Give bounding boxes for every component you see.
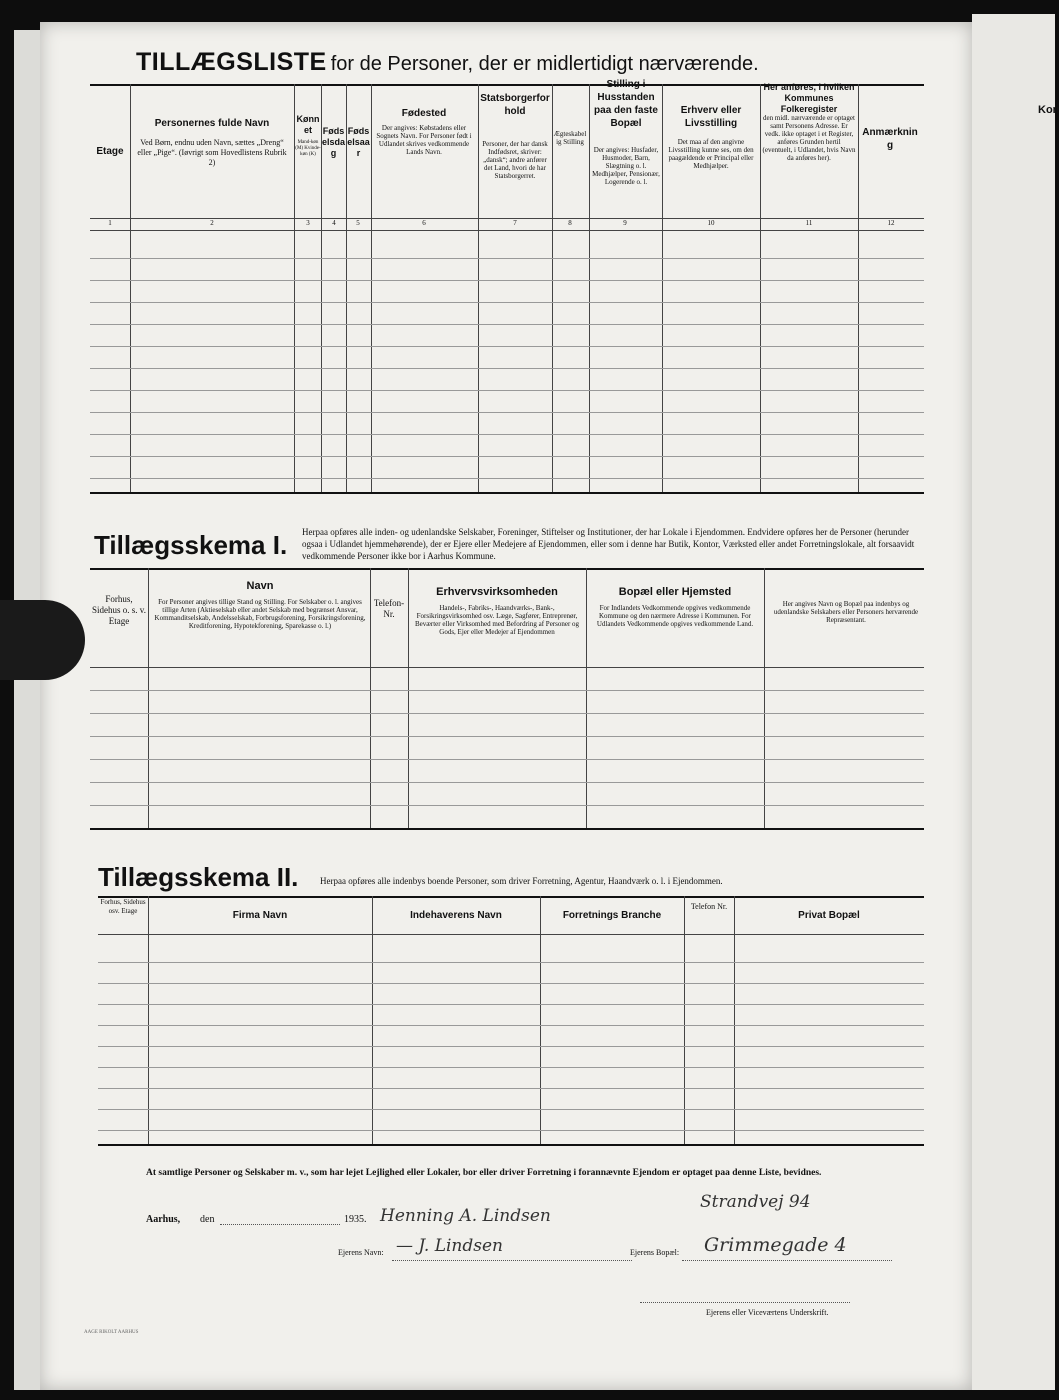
s1-col-name-note: For Personer angives tillige Stand og Stilling. For Selskaber o. l. angives tillige Arten (Aktieselskab eller andet Selskab med begrænset Ansvar, Kommanditselskab, Andelsselskab, Forbrugsforening, Forsikringsforening, Kreditforening, Hypotekforening, Sparekasse o. l.) bbox=[154, 598, 366, 630]
supplement-list-title bbox=[136, 48, 936, 77]
handwritten-address-1: Strandvej 94 bbox=[700, 1192, 811, 1212]
entry-row-line bbox=[98, 1109, 924, 1110]
column-divider bbox=[764, 568, 765, 828]
attestation-statement: At samtlige Personer og Selskaber m. v., som har lejet Lejlighed eller Lokaler, bor eller driver Forretning i forannævnte Ejendom er optaget paa denne Liste, bevidnes. bbox=[146, 1168, 822, 1178]
schema2-description: Herpaa opføres alle indenbys boende Personer, som driver Forretning, Agentur, Haandværk o. l. i Ejendommen. bbox=[320, 876, 723, 886]
entry-row-line bbox=[98, 1004, 924, 1005]
column-divider bbox=[148, 896, 149, 1144]
col-citizenship-head: Statsborgerforhold bbox=[480, 93, 550, 117]
col-citizenship-note: Personer, der har dansk Indfødsret, skriver: „dansk“; andre anfører det Land, hvori de har Statsborgerret. bbox=[482, 140, 548, 180]
facing-page-fragment: Kon bbox=[1038, 104, 1059, 116]
entry-row-line bbox=[90, 324, 924, 325]
column-divider bbox=[662, 84, 663, 492]
column-number: 2 bbox=[210, 219, 214, 227]
entry-row-line bbox=[98, 1025, 924, 1026]
col-name-head: Personernes fulde Navn bbox=[154, 118, 270, 129]
col-name-note: Ved Børn, endnu uden Navn, sættes „Dreng“ eller „Pige“. (Iøvrigt som Hovedlistens Rubrik 2) bbox=[137, 138, 287, 167]
entry-row-line bbox=[90, 782, 924, 783]
signature-label: Ejerens eller Viceværtens Underskrift. bbox=[706, 1308, 829, 1317]
entry-row-line bbox=[90, 280, 924, 281]
entry-row-line bbox=[90, 713, 924, 714]
column-number: 3 bbox=[306, 219, 310, 227]
schema2-title: Tillægsskema II. bbox=[98, 862, 299, 892]
col-register-note: den midl. nærværende er optaget samt Personens Adresse. Er vedk. ikke optaget i et Register, anføres Grunden hertil (eventuelt, i Udlandet, hvis Navn da anføres her). bbox=[762, 114, 856, 162]
s1-col-business-note: Handels-, Fabriks-, Haandværks-, Bank-, Forsikringsvirksomhed osv. Læge, Sagfører, Entreprenør, Beværter eller Virksomhed med Befordring af Personer og Gods, Ejer eller Medejer af Ejendommen bbox=[414, 604, 580, 636]
entry-row-line bbox=[90, 736, 924, 737]
entry-row-line bbox=[90, 478, 924, 479]
entry-row-line bbox=[90, 412, 924, 413]
s2-col-owner: Indehaverens Navn bbox=[410, 910, 502, 921]
column-divider bbox=[148, 568, 149, 828]
column-number: 11 bbox=[805, 219, 813, 227]
column-number: 6 bbox=[422, 219, 426, 227]
owner-name-label: Ejerens Navn: bbox=[338, 1248, 384, 1257]
date-label: den bbox=[200, 1214, 215, 1225]
entry-row-line bbox=[90, 302, 924, 303]
column-number: 5 bbox=[356, 219, 360, 227]
entry-row-line bbox=[90, 805, 924, 806]
printer-imprint: AAGE RIKOLT AARHUS bbox=[84, 1330, 139, 1335]
col-etage-head: Etage bbox=[96, 146, 124, 157]
col-occupation-head: Erhverv eller Livsstilling bbox=[680, 105, 742, 129]
column-divider bbox=[540, 896, 541, 1144]
schema1-description: Herpaa opføres alle inden- og udenlandske Selskaber, Foreninger, Stiftelser og Institutioner, der har Lokale i Ejendommen. Endvidere opføres her de Personer (herunder ogsaa i Udlandet hjemmehørende), der er Ejere eller Medejere af Ejendommen, eller som i denne har Butik, Kontor, Værksted eller andet Forretningslokale, alt forsaavidt vedkommende Personer ikke bor i Aarhus Kommune. bbox=[302, 527, 915, 561]
handwritten-owner-name-1: Henning A. Lindsen bbox=[380, 1206, 551, 1226]
col-birthplace-head: Fødested bbox=[401, 108, 447, 119]
column-number: 8 bbox=[568, 219, 572, 227]
title-bold: TILLÆGSLISTE bbox=[136, 48, 327, 76]
column-number: 4 bbox=[332, 219, 336, 227]
holding-thumb bbox=[0, 600, 85, 680]
s1-col-phone: Telefon-Nr. bbox=[373, 598, 405, 619]
handwritten-owner-name-2: — J. Lindsen bbox=[396, 1236, 503, 1256]
entry-row-line bbox=[98, 1088, 924, 1089]
s1-col-residence-note: For Indlandets Vedkommende opgives vedkommende Kommune og den nærmere Adresse i Kommunen. For Udlandets Vedkommende opgives vedkommende Land. bbox=[596, 604, 754, 628]
entry-row-line bbox=[90, 456, 924, 457]
s1-col-residence-head: Bopæl eller Hjemsted bbox=[618, 586, 732, 598]
s2-col-branch: Forretnings Branche bbox=[562, 910, 662, 921]
page-stack-edge bbox=[14, 30, 40, 1390]
col-marital-head: Ægteskabelig Stilling bbox=[553, 130, 587, 146]
column-divider bbox=[371, 84, 372, 492]
column-divider bbox=[478, 84, 479, 492]
s1-col-floor: Forhus, Sidehus o. s. v. Etage bbox=[92, 594, 146, 626]
column-divider bbox=[760, 84, 761, 492]
s1-col-representative-note: Her angives Navn og Bopæl paa indenbys og udenlandske Selskabers eller Personers herværende Repræsentant. bbox=[773, 600, 919, 624]
s2-col-firm: Firma Navn bbox=[232, 910, 288, 921]
s2-col-floor: Forhus, Sidehus osv. Etage bbox=[100, 898, 146, 915]
title-rest: for de Personer, der er midlertidigt nærværende. bbox=[330, 53, 759, 75]
entry-row-line bbox=[90, 434, 924, 435]
year-label: 1935. bbox=[344, 1214, 367, 1225]
city-label: Aarhus, bbox=[146, 1214, 181, 1225]
s2-col-phone: Telefon Nr. bbox=[690, 902, 728, 911]
col-remarks-head: Anmærkning bbox=[862, 127, 918, 151]
facing-page bbox=[972, 14, 1059, 1390]
entry-row-line bbox=[90, 368, 924, 369]
col-occupation-note: Det maa af den angivne Livsstilling kunne ses, om den paagældende er Principal eller Medhjælper. bbox=[668, 138, 754, 170]
column-number: 1 bbox=[108, 219, 112, 227]
column-divider bbox=[372, 896, 373, 1144]
s1-col-name-head: Navn bbox=[246, 580, 274, 592]
col-household-note: Der angives: Husfader, Husmoder, Barn, Slægtning o. l. Medhjælper, Pensionær, Logerende o. l. bbox=[592, 146, 660, 186]
column-divider bbox=[684, 896, 685, 1144]
column-divider bbox=[734, 896, 735, 1144]
entry-row-line bbox=[90, 690, 924, 691]
col-sex-head: Kønnet bbox=[296, 114, 320, 135]
entry-row-line bbox=[90, 258, 924, 259]
census-supplement-form bbox=[40, 22, 972, 1390]
entry-row-line bbox=[98, 1067, 924, 1068]
entry-row-line bbox=[98, 962, 924, 963]
col-birthyear-head: Fødselsaar bbox=[347, 126, 370, 158]
handwritten-address-2: Grimmegade 4 bbox=[704, 1234, 847, 1256]
entry-row-line bbox=[98, 983, 924, 984]
column-divider bbox=[589, 84, 590, 492]
column-divider bbox=[408, 568, 409, 828]
column-divider bbox=[586, 568, 587, 828]
column-divider bbox=[858, 84, 859, 492]
col-birthplace-note: Der angives: Købstadens eller Sognets Navn. For Personer født i Udlandet skrives vedkommende Lands Navn. bbox=[376, 124, 472, 156]
col-register-head: Her anføres, i hvilken Kommunes Folkeregister bbox=[763, 82, 855, 114]
column-number: 9 bbox=[623, 219, 627, 227]
s2-col-address: Privat Bopæl bbox=[798, 910, 860, 921]
col-household-head: Stilling i Husstanden paa den faste Bopæl bbox=[594, 79, 658, 129]
column-number: 10 bbox=[707, 219, 715, 227]
col-birthday-head: Fødselsdag bbox=[322, 126, 346, 158]
column-number: 7 bbox=[513, 219, 517, 227]
entry-row-line bbox=[90, 390, 924, 391]
owner-address-label: Ejerens Bopæl: bbox=[630, 1248, 680, 1257]
s1-col-business-head: Erhvervsvirksomheden bbox=[436, 586, 558, 598]
entry-row-line bbox=[98, 1130, 924, 1131]
schema1-title: Tillægsskema I. bbox=[94, 530, 288, 560]
column-number: 12 bbox=[887, 219, 895, 227]
entry-row-line bbox=[90, 759, 924, 760]
entry-row-line bbox=[90, 346, 924, 347]
col-sex-note: Mand-køn (M) Kvinde-køn (K) bbox=[295, 140, 321, 157]
column-divider bbox=[130, 84, 131, 492]
entry-row-line bbox=[98, 1046, 924, 1047]
